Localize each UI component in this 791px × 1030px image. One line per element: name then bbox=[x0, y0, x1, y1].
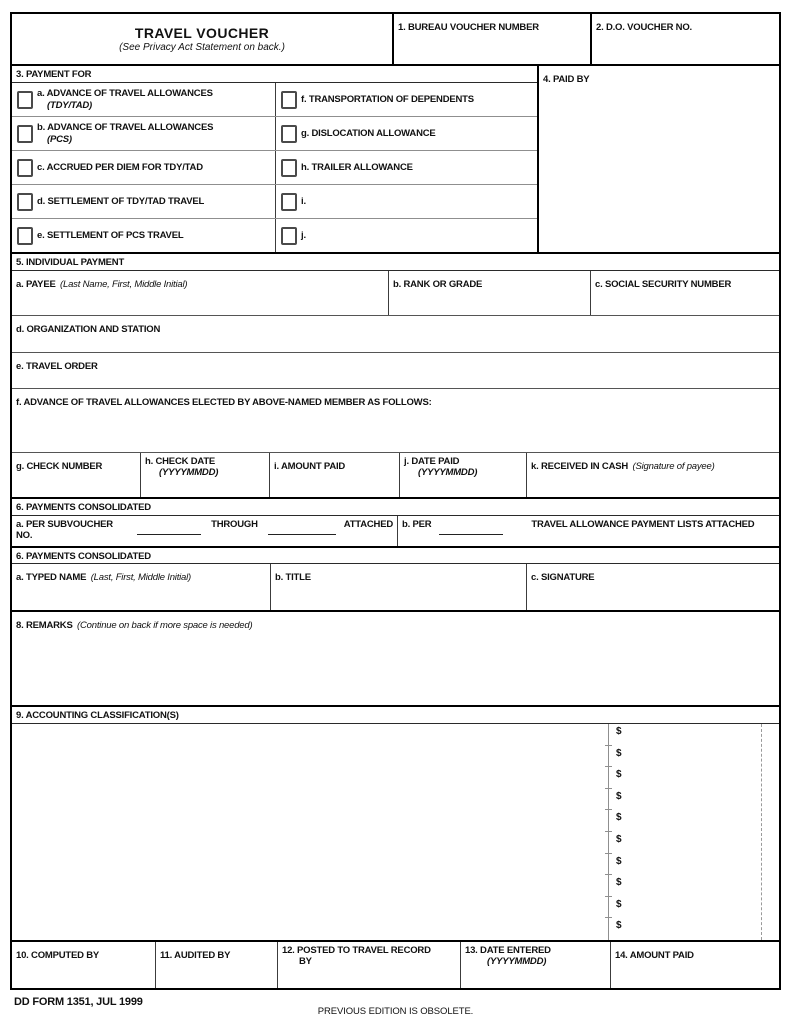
subvoucher-from-blank[interactable] bbox=[137, 522, 201, 535]
payment-option-g bbox=[275, 117, 537, 150]
advance-elected-field[interactable] bbox=[12, 389, 779, 452]
section-certification bbox=[12, 546, 779, 610]
do-voucher-number-label: 2. D.O. VOUCHER NO. bbox=[596, 22, 692, 33]
date-entered-field[interactable] bbox=[460, 942, 610, 988]
posted-to-travel-record-field[interactable] bbox=[277, 942, 460, 988]
dollar-sign: $ bbox=[616, 769, 622, 781]
dollar-sign: $ bbox=[616, 898, 622, 910]
payment-row bbox=[12, 150, 537, 184]
typed-name-hint: (Last, First, Middle Initial) bbox=[90, 572, 192, 583]
payment-option-g-label: g. DISLOCATION ALLOWANCE bbox=[301, 127, 436, 139]
per-lists-field bbox=[397, 516, 779, 546]
form-id: DD FORM 1351, JUL 1999 bbox=[14, 996, 143, 1008]
section-payments-consolidated bbox=[12, 497, 779, 546]
remarks-hint: (Continue on back if more space is needed) bbox=[77, 620, 253, 631]
checkbox-trailer-allowance[interactable] bbox=[281, 159, 297, 177]
subvoucher-to-blank[interactable] bbox=[268, 522, 336, 535]
typed-name-field[interactable] bbox=[12, 564, 270, 610]
payment-row bbox=[12, 83, 537, 116]
checkbox-advance-travel-tdy[interactable] bbox=[17, 91, 33, 109]
bureau-voucher-number-field[interactable] bbox=[392, 14, 590, 64]
payee-field[interactable] bbox=[12, 271, 388, 315]
payments-consolidated-title: 6. PAYMENTS CONSOLIDATED bbox=[12, 499, 779, 516]
advance-elected-label: f. ADVANCE OF TRAVEL ALLOWANCES ELECTED BY ABOVE-NAMED MEMBER AS FOLLOWS: bbox=[16, 397, 432, 408]
payment-option-a-text bbox=[37, 88, 213, 111]
form-title: TRAVEL VOUCHER bbox=[134, 25, 270, 41]
payment-option-b-hint: (PCS) bbox=[47, 133, 72, 145]
payment-option-h-label: h. TRAILER ALLOWANCE bbox=[301, 161, 413, 173]
audited-by-field[interactable] bbox=[155, 942, 277, 988]
title-label: b. TITLE bbox=[275, 572, 311, 583]
bureau-voucher-number-label: 1. BUREAU VOUCHER NUMBER bbox=[398, 22, 539, 33]
check-number-field[interactable] bbox=[12, 453, 140, 497]
date-paid-label: j. DATE PAID bbox=[404, 456, 460, 467]
through-label: THROUGH bbox=[211, 519, 258, 530]
paid-by-field[interactable] bbox=[537, 66, 779, 252]
dollar-sign: $ bbox=[616, 877, 622, 889]
accounting-amount-row[interactable] bbox=[609, 832, 779, 854]
organization-row bbox=[12, 315, 779, 352]
amount-paid-field[interactable] bbox=[269, 453, 399, 497]
checkbox-transportation-dependents[interactable] bbox=[281, 91, 297, 109]
travel-order-row bbox=[12, 352, 779, 388]
lists-attached-label: TRAVEL ALLOWANCE PAYMENT LISTS ATTACHED bbox=[531, 519, 755, 530]
section-payment-for bbox=[12, 66, 537, 252]
dollar-sign: $ bbox=[616, 747, 622, 759]
payment-option-j bbox=[275, 219, 537, 252]
checkbox-advance-travel-pcs[interactable] bbox=[17, 125, 33, 143]
payment-option-a-label: a. ADVANCE OF TRAVEL ALLOWANCES bbox=[37, 88, 213, 100]
signature-label: c. SIGNATURE bbox=[531, 572, 595, 583]
amount-paid-bottom-label: 14. AMOUNT PAID bbox=[615, 950, 694, 961]
payment-option-i-label: i. bbox=[301, 195, 306, 207]
received-in-cash-label: k. RECEIVED IN CASH bbox=[531, 461, 629, 472]
dollar-sign: $ bbox=[616, 833, 622, 845]
dd-form-1351 bbox=[10, 12, 781, 990]
date-entered-label: 13. DATE ENTERED bbox=[465, 945, 551, 956]
title-field[interactable] bbox=[270, 564, 526, 610]
payment-option-d-label: d. SETTLEMENT OF TDY/TAD TRAVEL bbox=[37, 195, 205, 207]
rank-grade-field[interactable] bbox=[388, 271, 590, 315]
payment-option-b-label: b. ADVANCE OF TRAVEL ALLOWANCES bbox=[37, 122, 214, 134]
travel-order-label: e. TRAVEL ORDER bbox=[16, 361, 98, 372]
dollar-sign: $ bbox=[616, 855, 622, 867]
payee-hint: (Last Name, First, Middle Initial) bbox=[60, 279, 188, 290]
accounting-amount-row[interactable] bbox=[609, 767, 779, 789]
organization-station-label: d. ORGANIZATION AND STATION bbox=[16, 324, 161, 335]
form-header-row bbox=[12, 14, 779, 64]
signature-field[interactable] bbox=[526, 564, 779, 610]
paid-by-label: 4. PAID BY bbox=[543, 74, 590, 85]
date-paid-hint: (YYYYMMDD) bbox=[418, 467, 478, 479]
accounting-classification-field[interactable] bbox=[12, 724, 608, 940]
payment-option-c bbox=[12, 151, 275, 184]
payee-label: a. PAYEE bbox=[16, 279, 56, 290]
posted-to-travel-record-label-line2: BY bbox=[299, 956, 312, 968]
subvoucher-label: a. PER SUBVOUCHER NO. bbox=[16, 519, 113, 542]
dollar-sign: $ bbox=[616, 920, 622, 932]
check-date-hint: (YYYYMMDD) bbox=[159, 467, 219, 479]
payment-option-a-hint: (TDY/TAD) bbox=[47, 99, 92, 111]
section-3-4-row bbox=[12, 64, 779, 252]
payment-row bbox=[12, 218, 537, 252]
accounting-amount-row[interactable] bbox=[609, 746, 779, 768]
computed-by-field[interactable] bbox=[12, 942, 155, 988]
per-blank[interactable] bbox=[439, 522, 503, 535]
checkbox-settlement-tdy[interactable] bbox=[17, 193, 33, 211]
certification-title: 6. PAYMENTS CONSOLIDATED bbox=[12, 548, 779, 564]
subvoucher-field bbox=[12, 516, 397, 546]
dollar-sign: $ bbox=[616, 726, 622, 737]
payment-option-c-label: c. ACCRUED PER DIEM FOR TDY/TAD bbox=[37, 161, 203, 173]
payment-row bbox=[12, 184, 537, 218]
checkbox-item-i[interactable] bbox=[281, 193, 297, 211]
checkbox-accrued-per-diem[interactable] bbox=[17, 159, 33, 177]
received-in-cash-hint: (Signature of payee) bbox=[632, 461, 715, 472]
individual-payment-title: 5. INDIVIDUAL PAYMENT bbox=[12, 254, 779, 271]
payment-option-h bbox=[275, 151, 537, 184]
accounting-amount-row[interactable] bbox=[609, 897, 779, 919]
accounting-amount-row[interactable] bbox=[609, 789, 779, 811]
dollar-sign: $ bbox=[616, 790, 622, 802]
typed-name-label: a. TYPED NAME bbox=[16, 572, 87, 583]
date-entered-hint: (YYYYMMDD) bbox=[487, 956, 547, 968]
posted-to-travel-record-label: 12. POSTED TO TRAVEL RECORD bbox=[282, 945, 431, 956]
payment-for-title: 3. PAYMENT FOR bbox=[12, 66, 537, 83]
accounting-amount-row[interactable] bbox=[609, 918, 779, 940]
payment-option-b bbox=[12, 117, 275, 150]
ssn-label: c. SOCIAL SECURITY NUMBER bbox=[595, 279, 732, 290]
remarks-label: 8. REMARKS bbox=[16, 620, 73, 631]
section-accounting-classification bbox=[12, 705, 779, 940]
rank-grade-label: b. RANK OR GRADE bbox=[393, 279, 483, 290]
perforation-dashed-line bbox=[761, 724, 762, 940]
payment-option-e-label: e. SETTLEMENT OF PCS TRAVEL bbox=[37, 229, 184, 241]
payee-row bbox=[12, 271, 779, 315]
attached-label: ATTACHED bbox=[343, 519, 393, 530]
checkbox-item-j[interactable] bbox=[281, 227, 297, 245]
dollar-sign: $ bbox=[616, 812, 622, 824]
check-date-label: h. CHECK DATE bbox=[145, 456, 216, 467]
obsolete-note: PREVIOUS EDITION IS OBSOLETE. bbox=[317, 1006, 474, 1017]
accounting-amount-row[interactable] bbox=[609, 854, 779, 876]
payment-option-b-text bbox=[37, 122, 213, 145]
accounting-amount-row[interactable] bbox=[609, 810, 779, 832]
accounting-amount-column bbox=[608, 724, 779, 940]
payment-option-e bbox=[12, 219, 275, 252]
subvoucher-row bbox=[12, 516, 779, 546]
payment-option-f-label: f. TRANSPORTATION OF DEPENDENTS bbox=[301, 93, 474, 105]
accounting-amount-row[interactable] bbox=[609, 875, 779, 897]
audited-by-label: 11. AUDITED BY bbox=[160, 950, 231, 961]
form-subtitle: (See Privacy Act Statement on back.) bbox=[119, 42, 285, 53]
checkbox-settlement-pcs[interactable] bbox=[17, 227, 33, 245]
audit-strip-row bbox=[12, 940, 779, 988]
accounting-amount-row[interactable] bbox=[609, 724, 779, 746]
advance-elected-row bbox=[12, 388, 779, 452]
check-detail-row bbox=[12, 452, 779, 497]
ssn-field[interactable] bbox=[590, 271, 779, 315]
payment-option-j-label: j. bbox=[301, 229, 306, 241]
remarks-field[interactable] bbox=[12, 610, 779, 705]
section-individual-payment bbox=[12, 252, 779, 497]
payment-option-a bbox=[12, 83, 275, 116]
typed-name-row bbox=[12, 564, 779, 610]
per-label: b. PER bbox=[402, 519, 432, 530]
payment-option-d bbox=[12, 185, 275, 218]
payment-row bbox=[12, 116, 537, 150]
accounting-classification-title: 9. ACCOUNTING CLASSIFICATION(S) bbox=[12, 707, 779, 724]
amount-paid-label: i. AMOUNT PAID bbox=[274, 461, 346, 472]
payment-for-grid bbox=[12, 83, 537, 252]
form-title-block bbox=[12, 14, 392, 64]
do-voucher-number-field[interactable] bbox=[590, 14, 779, 64]
payment-option-f bbox=[275, 83, 537, 116]
checkbox-dislocation-allowance[interactable] bbox=[281, 125, 297, 143]
computed-by-label: 10. COMPUTED BY bbox=[16, 950, 100, 961]
check-date-field[interactable] bbox=[140, 453, 269, 497]
travel-order-field[interactable] bbox=[12, 353, 779, 388]
payment-option-i bbox=[275, 185, 537, 218]
received-in-cash-field[interactable] bbox=[526, 453, 779, 497]
check-number-label: g. CHECK NUMBER bbox=[16, 461, 103, 472]
accounting-classification-body bbox=[12, 724, 779, 940]
amount-paid-bottom-field[interactable] bbox=[610, 942, 779, 988]
organization-station-field[interactable] bbox=[12, 316, 779, 352]
date-paid-field[interactable] bbox=[399, 453, 526, 497]
